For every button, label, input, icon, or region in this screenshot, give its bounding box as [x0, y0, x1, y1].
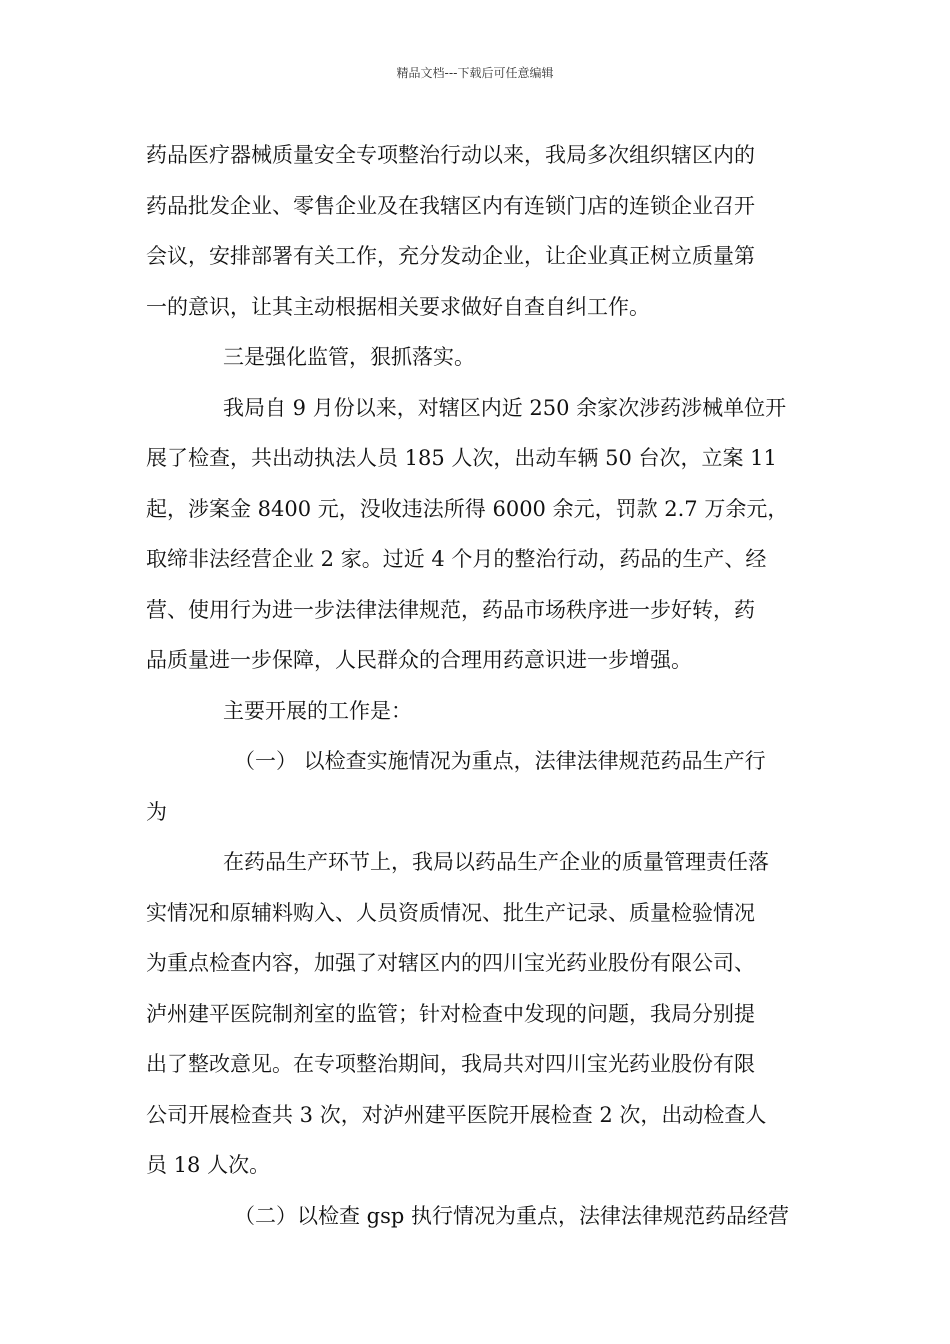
text-line: 营、使用行为进一步法律法律规范，药品市场秩序进一步好转，药 — [146, 597, 755, 622]
text-line: 出了整改意见。在专项整治期间，我局共对四川宝光药业股份有限 — [146, 1052, 755, 1076]
text-line: 员 18 人次。 — [146, 1153, 271, 1177]
text-line: 药品医疗器械质量安全专项整治行动以来，我局多次组织辖区内的 — [146, 143, 755, 167]
text-line: 一的意识，让其主动根据相关要求做好自查自纠工作。 — [146, 294, 650, 319]
text-line: 品质量进一步保障，人民群众的合理用药意识进一步增强。 — [146, 648, 692, 672]
text-line: 药品批发企业、零售企业及在我辖区内有连锁门店的连锁企业召开 — [146, 193, 755, 218]
paragraph-heading: 三是强化监管，狠抓落实。 — [223, 345, 475, 369]
document-body — [146, 130, 816, 1241]
page-header: 精品文档---下载后可任意编辑 — [396, 66, 554, 80]
text-line: 展了检查，共出动执法人员 185 人次，出动车辆 50 台次，立案 11 — [146, 446, 777, 470]
text-line: 起，涉案金 8400 元，没收违法所得 6000 余元，罚款 2.7 万余元， — [146, 496, 789, 521]
text-line: 在药品生产环节上，我局以药品生产企业的质量管理责任落 — [223, 850, 769, 874]
section-heading: （一） 以检查实施情况为重点，法律法律规范药品生产行 — [234, 749, 766, 773]
text-line: 我局自 9 月份以来，对辖区内近 250 余家次涉药涉械单位开 — [223, 395, 787, 420]
text-line: 为 — [146, 799, 167, 824]
paragraph-heading: 主要开展的工作是： — [223, 698, 412, 723]
text-line: 会议，安排部署有关工作，充分发动企业，让企业真正树立质量第 — [146, 244, 755, 268]
text-line: 为重点检查内容，加强了对辖区内的四川宝光药业股份有限公司、 — [146, 951, 755, 975]
text-line: 实情况和原辅料购入、人员资质情况、批生产记录、质量检验情况 — [146, 900, 755, 925]
text-line: 取缔非法经营企业 2 家。过近 4 个月的整治行动，药品的生产、经 — [146, 547, 767, 571]
text-line: 公司开展检查共 3 次，对泸州建平医院开展检查 2 次，出动检查人 — [146, 1102, 767, 1127]
section-heading: （二）以检查 gsp 执行情况为重点，法律法律规范药品经营 — [234, 1203, 790, 1228]
text-line: 泸州建平医院制剂室的监管；针对检查中发现的问题，我局分别提 — [146, 1001, 755, 1026]
